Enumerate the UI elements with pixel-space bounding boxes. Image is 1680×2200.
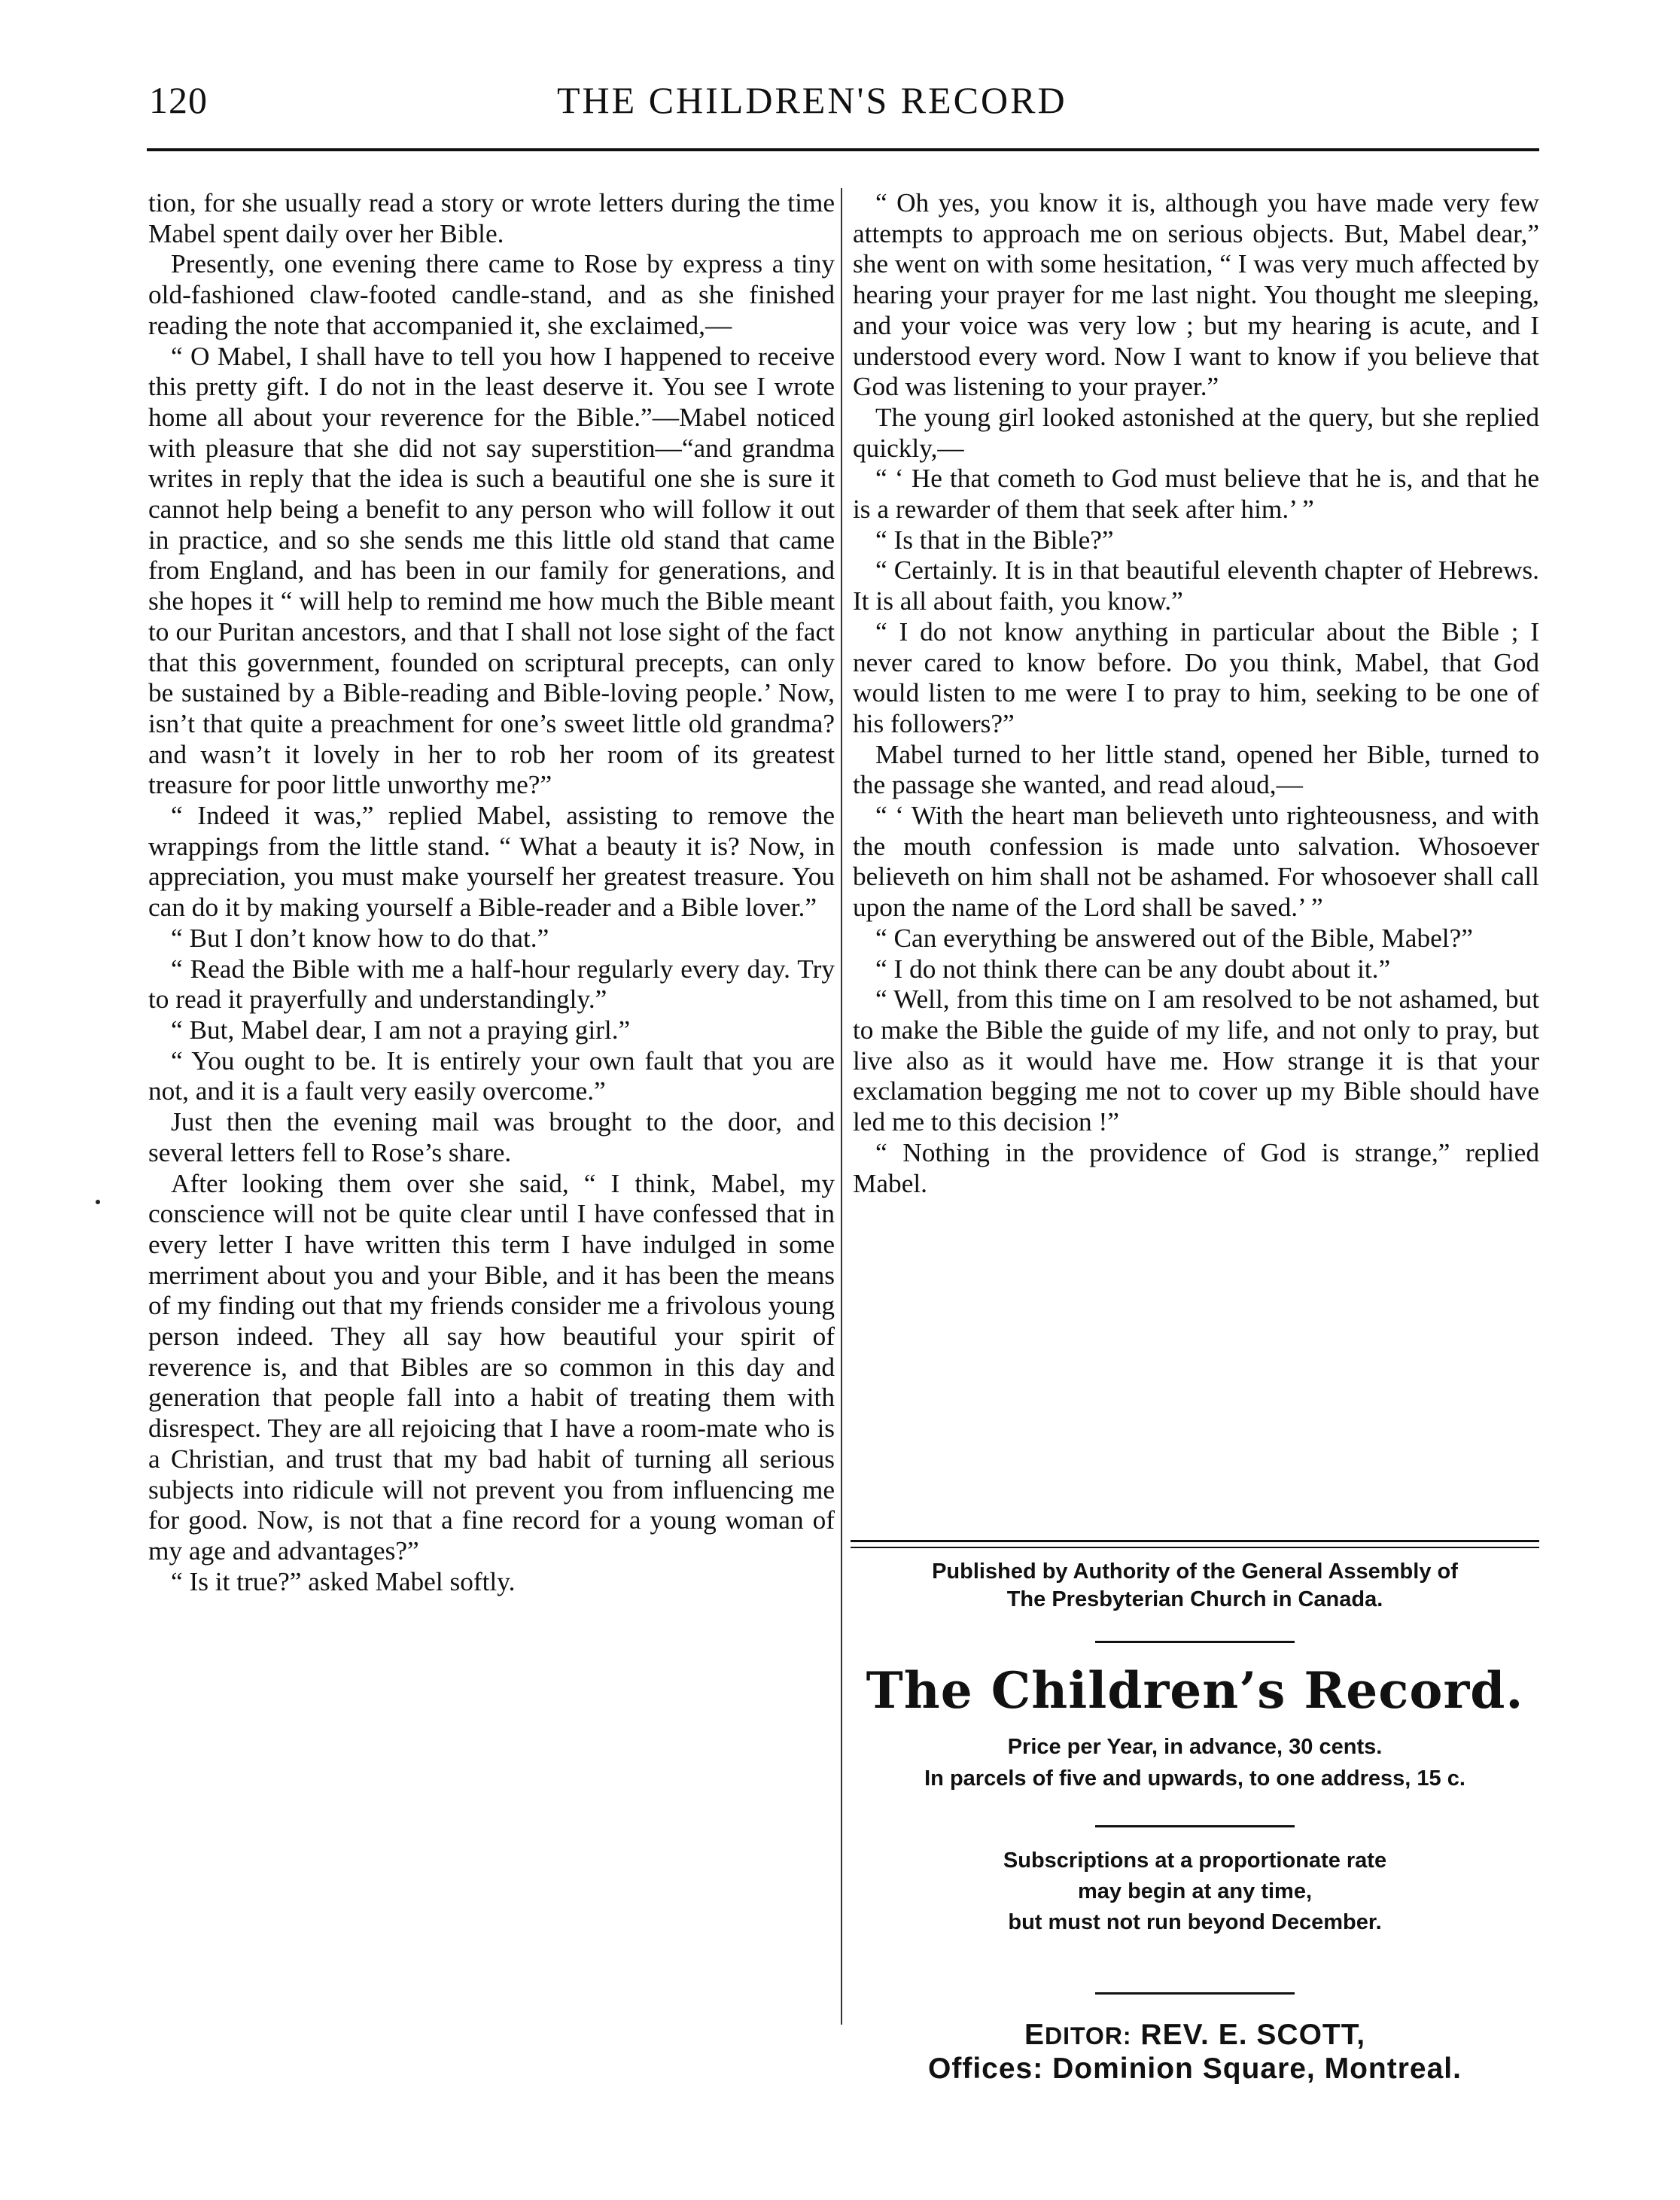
editor-line <box>851 2019 1539 2052</box>
paragraph: “ ‘ He that cometh to God must believe that he is, and that he is a rewarder of them that seek after him.’ ” <box>853 464 1539 525</box>
subscription-line: may begin at any time, <box>1077 1879 1313 1903</box>
right-column <box>853 188 1539 1535</box>
subscription-info <box>851 1846 1539 1938</box>
paragraph: “ Is that in the Bible?” <box>875 525 1114 555</box>
authority-line: Published by Authority of the General Assembly of <box>932 1559 1458 1584</box>
paragraph: “ ‘ With the heart man believeth unto righteousness, and with the mouth confession is made unto salvation. Whosoever believeth on him shall not be ashamed. For whosoever shall call upon the name of the Lord shall be saved.’ ” <box>853 801 1539 923</box>
subscription-line: Subscriptions at a proportionate rate <box>1003 1849 1387 1873</box>
paragraph: tion, for she usually read a story or wrote letters during the time Mabel spent daily over her Bible. <box>148 188 835 248</box>
paragraph: “ I do not think there can be any doubt about it.” <box>875 954 1391 984</box>
paragraph: Mabel turned to her little stand, opened her Bible, turned to the passage she wanted, and read aloud,— <box>853 739 1539 800</box>
price-line: In parcels of five and upwards, to one address, 15 c. <box>924 1766 1465 1791</box>
page-number: 120 <box>149 79 208 121</box>
paragraph: “ Read the Bible with me a half-hour regularly every day. Try to read it prayerfully and understandingly.” <box>148 954 835 1015</box>
editor-info <box>851 2019 1539 2086</box>
masthead-title: The Children’s Record. <box>866 1661 1524 1720</box>
paragraph: “ But, Mabel dear, I am not a praying girl.” <box>171 1015 631 1045</box>
margin-speck <box>96 1200 100 1204</box>
editor-label: DITOR: <box>1044 2022 1132 2049</box>
subscription-line: but must not run beyond December. <box>1008 1910 1382 1934</box>
paragraph: “ I do not know anything in particular about the Bible ; I never cared to know before. Do you think, Mabel, that God would listen to me were I to pray to him, seeking to be one of his followers?” <box>853 616 1539 738</box>
divider-rule <box>1095 1641 1295 1643</box>
paragraph: “ Nothing in the providence of God is strange,” replied Mabel. <box>853 1137 1539 1198</box>
paragraph: “ But I don’t know how to do that.” <box>171 923 549 953</box>
editor-name: REV. E. SCOTT, <box>1140 2019 1366 2051</box>
authority-line: The Presbyterian Church in Canada. <box>1006 1587 1383 1611</box>
paragraph: After looking them over she said, “ I think, Mabel, my conscience will not be quite clear until I have confessed that in every letter I have written this term I have indulged in some merriment about you and your Bible, and it has been the means of my finding out that my friends consider me a frivolous young person indeed. They all say how beautiful your spirit of reverence is, and that Bibles are so common in this day and generation that people fall into a habit of treating them with disrespect. They are all rejoicing that I have a room-mate who is a Christian, and trust that my bad habit of turning all serious subjects into ridicule will not prevent you from influencing me for good. Now, is not that a fine record for a young woman of my age and advantages?” <box>148 1168 835 1566</box>
paragraph: “ O Mabel, I shall have to tell you how I happened to receive this pretty gift. I do not in the least deserve it. You see I wrote home all about your reverence for the Bible.”—Mabel noticed with pleasure that she did not say superstition—“and grandma writes in reply that the idea is such a beautiful one she is sure it cannot help being a benefit to any person who will follow it out in practice, and so she sends me this little old stand that came from England, and has been in our family for generations, and she hopes it “ will help to remind me how much the Bible meant to our Puritan ancestors, and that I shall not lose sight of the fact that this government, founded on scriptural precepts, can only be sustained by a Bible-reading and Bible-loving people.’ Now, isn’t that quite a preachment for one’s sweet little old grandma? and wasn’t it lovely in her to rob her room of its greatest treasure for poor little unworthy me?” <box>148 341 835 800</box>
offices-address: Dominion Square, Montreal. <box>1052 2052 1462 2085</box>
price-info <box>851 1731 1539 1794</box>
price-line: Price per Year, in advance, 30 cents. <box>1007 1735 1383 1759</box>
paragraph: “ Well, from this time on I am resolved to be not ashamed, but to make the Bible the guide of my life, and not only to pray, but live also as it would have me. How strange it is that your exclamation begging me not to cover up my Bible should have led me to this decision !” <box>853 984 1539 1137</box>
offices-label: Offices: <box>928 2052 1044 2085</box>
editor-label-initial: E <box>1024 2019 1045 2051</box>
paragraph: “ You ought to be. It is entirely your own fault that you are not, and it is a fault very easily overcome.” <box>148 1045 835 1106</box>
divider-rule <box>1095 1992 1295 1995</box>
paragraph: Just then the evening mail was brought to the door, and several letters fell to Rose’s share. <box>148 1107 835 1167</box>
divider-rule <box>1095 1825 1295 1827</box>
left-column <box>148 188 835 2047</box>
imprint-double-rule <box>851 1540 1539 1548</box>
running-head: THE CHILDREN'S RECORD <box>557 79 1067 121</box>
column-divider <box>841 188 842 2025</box>
offices-line <box>851 2052 1539 2086</box>
publication-authority <box>851 1558 1539 1614</box>
paragraph: “ Certainly. It is in that beautiful eleventh chapter of Hebrews. It is all about faith, you know.” <box>853 555 1539 616</box>
header-rule <box>147 148 1539 151</box>
paragraph: “ Is it true?” asked Mabel softly. <box>171 1566 516 1596</box>
paragraph: Presently, one evening there came to Rose by express a tiny old-fashioned claw-footed candle-stand, and as she finished reading the note that accompanied it, she exclaimed,— <box>148 249 835 340</box>
paragraph: “ Can everything be answered out of the Bible, Mabel?” <box>875 923 1473 953</box>
paragraph: “ Indeed it was,” replied Mabel, assisting to remove the wrappings from the little stand. “ What a beauty it is? Now, in appreciation, you must make yourself her greatest treasure. You can do it by making yourself a Bible-reader and a Bible lover.” <box>148 801 835 923</box>
paragraph: “ Oh yes, you know it is, although you have made very few attempts to approach me on serious objects. But, Mabel dear,” she went on with some hesitation, “ I was very much affected by hearing your prayer for me last night. You thought me sleeping, and your voice was very low ; but my hearing is acute, and I understood every word. Now I want to know if you believe that God was listening to your prayer.” <box>853 188 1539 402</box>
paragraph: The young girl looked astonished at the query, but she replied quickly,— <box>853 402 1539 463</box>
